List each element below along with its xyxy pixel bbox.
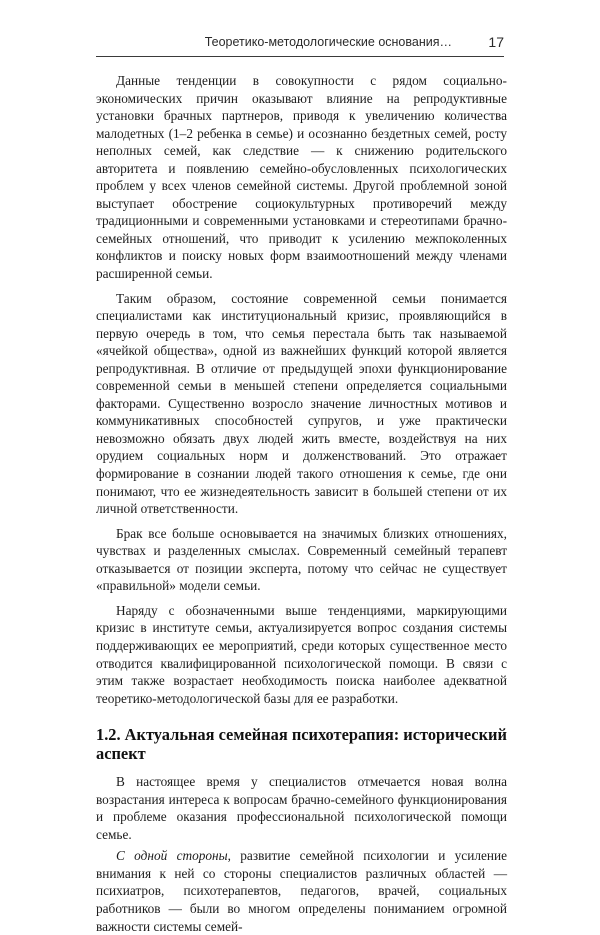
section-paragraph-2 — [96, 847, 507, 935]
paragraph-2: Таким образом, состояние современной семьи понимается специалистами как институциональный кризис, проявляющийся в первую очередь в том, что семья перестала быть так называемой «ячейкой общества», одной из важнейших функций которой является репродуктивная. В отличие от предыдущей эпохи функционирование современной семьи в меньшей степени определяется социальными факторами. Существенно возросло значение личностных мотивов и коммуникативных способностей супругов, и уже практически невозможно обязать двух людей жить вместе, воздействуя на них орудием социальных норм и долженствований. Это отражает формирование в сознании людей такого отношения к семье, где они понимают, что ее жизнедеятельность зависит в большей степени от их личной ответственности. — [96, 290, 507, 517]
paragraph-4: Наряду с обозначенными выше тенденциями, маркирующими кризис в институте семьи, актуализируется вопрос создания системы поддерживающих ее мероприятий, среди которых существенное место отводится квалифицированной психологической помощи. В связи с этим также возрастает необходимость поиска наиболее адекватной теоретико-методологической базы для ее разработки. — [96, 602, 507, 706]
emphasis-phrase: С одной стороны — [116, 848, 228, 864]
paragraph-1: Данные тенденции в совокупности с рядом социально-экономических причин оказывают влияние на репродуктивные установки брачных партнеров, приводя к увеличению количества малодетных (1–2 ребенка в семье) и осознанно бездетных семей, росту неполных семей, как следствие — к снижению родительского авторитета и появлению семейно-обусловленных психологических проблем у всех членов семейной системы. Другой проблемной зоной выступает обострение социокультурных противоречий между традиционными и современными установками и стереотипами брачно-семейных отношений, что приводит к усилению межпоколенных конфликтов и поиску новых форм взаимоотношений между членами расширенной семьи. — [96, 73, 507, 282]
page-body — [96, 72, 507, 935]
section-paragraph-1: В настоящее время у специалистов отмечается новая волна возрастания интереса к вопросам брачно-семейного функционирования и проблеме оказания профессиональной психологической помощи семье. — [96, 774, 507, 842]
page-number: 17 — [488, 34, 504, 50]
section-heading: 1.2. Актуальная семейная психотерапия: исторический аспект — [96, 725, 507, 764]
running-title: Теоретико-методологические основания… — [204, 35, 452, 49]
paragraph-3: Брак все больше основывается на значимых близких отношениях, чувствах и разделенных смыслах. Современный семейный терапевт отказывается от позиции эксперта, потому что сейчас не существует «правильной» модели семьи. — [96, 525, 507, 594]
section-paragraph-2-text: , развитие семейной психологии и усиление внимания к ней со стороны специалистов различных областей — психиатров, психотерапевтов, педагогов, врачей, социальных работников — были во многом определены пониманием огромной важности системы семей- — [96, 848, 507, 934]
running-header — [96, 32, 504, 57]
